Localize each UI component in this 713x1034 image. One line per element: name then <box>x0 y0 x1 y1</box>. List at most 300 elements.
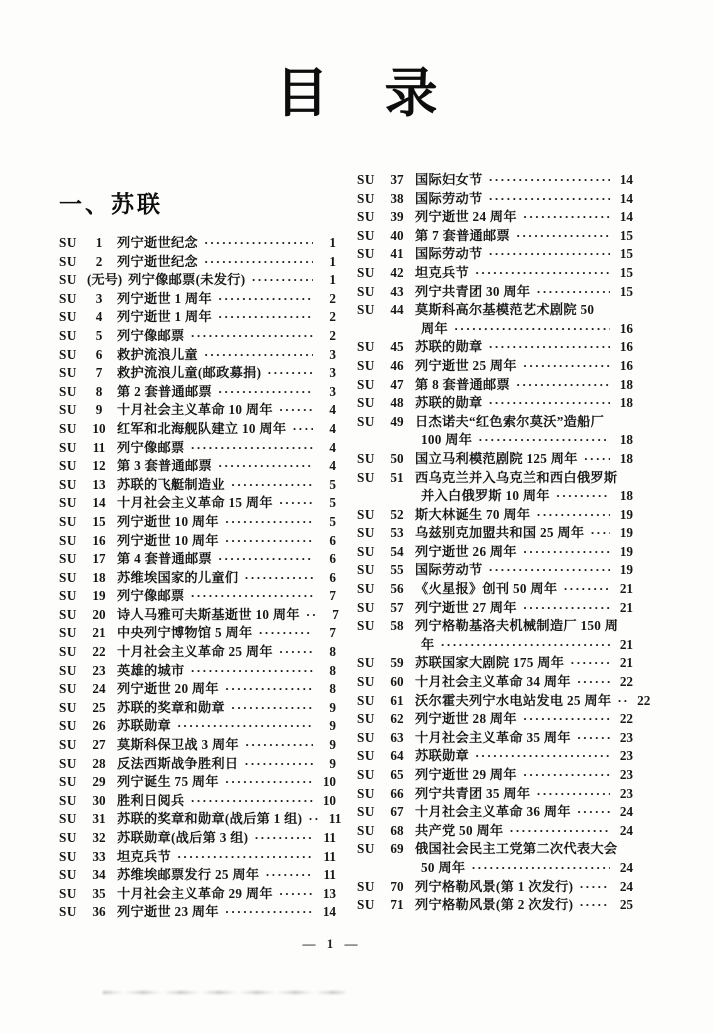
entry-page: 11 <box>323 848 336 864</box>
dot-leader <box>563 580 610 599</box>
dot-leader <box>570 654 610 673</box>
toc-entry-line <box>357 208 633 227</box>
toc-entry-line <box>59 717 336 736</box>
entry-code: SU <box>357 729 375 745</box>
entry-page: 23 <box>619 729 633 745</box>
dot-leader <box>244 755 313 774</box>
toc-entry-line <box>357 431 633 450</box>
entry-page: 24 <box>619 878 633 894</box>
dot-leader <box>523 208 610 227</box>
entry-title: 列宁逝世 10 周年 <box>117 532 219 548</box>
entry-number: 46 <box>390 357 404 373</box>
entry-code: SU <box>59 681 77 697</box>
toc-entry-line <box>59 234 336 253</box>
toc-entry-line <box>59 848 336 867</box>
toc-entry <box>357 692 651 711</box>
entry-page: 16 <box>619 320 633 336</box>
entry-code: SU <box>59 402 77 418</box>
entry-code: SU <box>357 450 375 466</box>
toc-entry-line <box>357 859 633 878</box>
entry-page: 21 <box>619 599 633 615</box>
toc-entry-line <box>357 878 633 897</box>
entry-number: 7 <box>95 365 103 381</box>
entry-code: SU <box>59 235 77 250</box>
entry-page: 15 <box>619 227 633 243</box>
toc-entry <box>59 773 336 792</box>
entry-page: 4 <box>329 439 336 455</box>
entry-code: SU <box>59 662 77 678</box>
entry-page: 3 <box>329 383 336 399</box>
entry-page: 4 <box>329 402 336 418</box>
dot-leader <box>225 903 313 922</box>
entry-title: 第 7 套普通邮票 <box>415 227 511 243</box>
toc-entry-line <box>59 271 336 290</box>
entry-page: 9 <box>329 699 336 715</box>
entry-number: 54 <box>390 543 404 559</box>
entry-page: 5 <box>329 495 336 511</box>
entry-code: SU <box>59 476 77 492</box>
entry-page: 22 <box>637 692 651 708</box>
entry-code: SU <box>59 569 77 585</box>
entry-code: SU <box>59 755 77 771</box>
toc-entry-line <box>59 736 336 755</box>
toc-entry <box>59 346 336 365</box>
entry-page: 18 <box>619 488 633 504</box>
entry-number: 13 <box>92 476 106 492</box>
dot-leader <box>306 606 316 625</box>
dot-leader <box>245 736 313 755</box>
entry-title: 中央列宁博物馆 5 周年 <box>117 625 253 641</box>
entry-title: 诗人马雅可夫斯基逝世 10 周年 <box>117 606 300 622</box>
toc-entry-line <box>59 810 342 829</box>
entry-title: 十月社会主义革命 25 周年 <box>117 644 273 660</box>
toc-entry-line <box>59 364 336 383</box>
entry-code: SU <box>357 878 375 894</box>
entry-number: 69 <box>390 841 404 857</box>
entry-title: 列宁逝世纪念 <box>117 235 198 250</box>
dot-leader <box>523 599 610 618</box>
entry-title: 列宁逝世 27 周年 <box>415 599 517 615</box>
entry-page: 2 <box>329 327 336 343</box>
toc-entry-line <box>357 636 633 655</box>
entry-number: 29 <box>92 774 106 790</box>
entry-number: 67 <box>390 804 404 820</box>
toc-entry-line <box>357 710 633 729</box>
toc-entry <box>59 866 336 885</box>
entry-code: SU <box>357 804 375 820</box>
entry-page: 7 <box>329 588 336 604</box>
toc-entry <box>59 736 336 755</box>
toc-entry-line <box>357 524 633 543</box>
toc-entry <box>357 710 633 729</box>
entry-number: 63 <box>390 729 404 745</box>
entry-title: 第 8 套普通邮票 <box>415 376 511 392</box>
entry-page: 5 <box>329 513 336 529</box>
dot-leader <box>478 431 610 450</box>
entry-title: 十月社会主义革命 35 周年 <box>415 729 571 745</box>
entry-code: SU <box>59 327 77 343</box>
toc-entry <box>357 766 633 785</box>
entry-title: 英雄的城市 <box>117 662 185 678</box>
dot-leader <box>475 747 610 766</box>
dot-leader <box>218 457 313 476</box>
entry-number: 50 <box>390 450 404 466</box>
entry-number: 12 <box>92 458 106 474</box>
entry-title: 列宁像邮票(未发行) <box>128 272 246 288</box>
entry-code: SU <box>59 253 77 269</box>
entry-number: 65 <box>390 767 404 782</box>
entry-code: SU <box>59 532 77 548</box>
toc-entry <box>59 271 336 290</box>
toc-entry <box>357 394 633 413</box>
dot-leader <box>267 364 313 383</box>
dot-leader <box>584 450 610 469</box>
dot-leader <box>218 550 313 569</box>
entry-code: SU <box>357 711 375 727</box>
entry-code: SU <box>357 767 375 782</box>
dot-leader <box>488 171 610 190</box>
entry-code: SU <box>59 904 77 920</box>
entry-page: 6 <box>329 569 336 585</box>
toc-entry-line <box>357 729 633 748</box>
entry-code: SU <box>59 737 77 753</box>
toc-entry <box>357 561 633 580</box>
entry-title: 列宁逝世 24 周年 <box>415 209 517 225</box>
toc-entry <box>59 755 336 774</box>
toc-entry-line <box>59 569 336 588</box>
dot-leader <box>258 624 313 643</box>
entry-code: SU <box>59 699 77 715</box>
entry-title: 国际劳动节 <box>415 246 483 262</box>
toc-entry <box>59 420 336 439</box>
entry-title: 国际劳动节 <box>415 562 483 578</box>
dot-leader <box>279 885 313 904</box>
toc-entry-line <box>59 327 336 346</box>
entry-page: 8 <box>329 681 336 697</box>
entry-number: 33 <box>92 848 106 864</box>
entry-number: 1 <box>95 235 103 250</box>
entry-number: 57 <box>390 599 404 615</box>
entry-code: SU <box>357 339 375 355</box>
entry-code: SU <box>59 495 77 511</box>
toc-entry <box>357 580 633 599</box>
entry-number: 32 <box>92 830 106 845</box>
toc-entry <box>357 264 633 283</box>
entry-page: 24 <box>619 822 633 838</box>
entry-number: 61 <box>390 692 404 708</box>
dot-leader <box>190 587 313 606</box>
entry-title: 列宁逝世 26 周年 <box>415 543 517 559</box>
toc-column-left <box>59 186 342 922</box>
entry-number: 47 <box>390 376 404 392</box>
entry-number: 10 <box>92 420 106 436</box>
entry-title: 列宁像邮票 <box>117 327 185 343</box>
entry-page: 9 <box>329 718 336 734</box>
entry-title: 列宁格勒风景(第 2 次发行) <box>415 897 574 913</box>
entry-title: 红军和北海舰队建立 10 周年 <box>117 420 287 436</box>
dot-leader <box>454 320 610 339</box>
toc-entry <box>59 308 336 327</box>
entry-title: 莫斯科保卫战 3 周年 <box>117 737 239 753</box>
toc-entry <box>357 469 633 506</box>
toc-entry <box>357 747 633 766</box>
entry-title: 第 4 套普通邮票 <box>117 551 213 567</box>
toc-entry-line <box>59 699 336 718</box>
entry-code: SU <box>59 774 77 790</box>
toc-entry-line <box>59 401 336 420</box>
entry-title: 列宁逝世 1 周年 <box>117 309 213 325</box>
entry-number: 60 <box>390 674 404 690</box>
entry-title: 列宁逝世 25 周年 <box>415 357 517 373</box>
toc-entry-line <box>357 301 633 320</box>
toc-entry-line <box>357 413 633 432</box>
toc-entry-line <box>59 587 336 606</box>
toc-entry-line <box>357 320 633 339</box>
dot-leader <box>509 822 610 841</box>
entry-title: 列宁逝世 20 周年 <box>117 681 219 697</box>
entry-title: 俄国社会民主工党第二次代表大会 <box>415 841 618 857</box>
dot-leader <box>523 766 610 785</box>
toc-entry <box>59 476 336 495</box>
toc-entry <box>357 673 633 692</box>
entry-page: 22 <box>619 674 633 690</box>
toc-entry-line <box>357 190 633 209</box>
page-title-char: 录 <box>384 64 438 123</box>
entry-number: 59 <box>390 655 404 671</box>
toc-entry-line <box>357 338 633 357</box>
scan-artifact <box>103 991 345 994</box>
entry-page: 8 <box>329 644 336 660</box>
entry-number: 24 <box>92 681 106 697</box>
entry-code: SU <box>59 272 77 288</box>
dot-leader <box>488 190 610 209</box>
entry-page: 21 <box>619 636 633 652</box>
entry-code: SU <box>357 841 375 857</box>
entry-title: 国立马利模范剧院 125 周年 <box>415 450 578 466</box>
entry-title: 苏维埃邮票发行 25 周年 <box>117 867 260 883</box>
toc-entry <box>357 283 633 302</box>
entry-page: 16 <box>619 339 633 355</box>
entry-title: 乌兹别克加盟共和国 25 周年 <box>415 525 585 541</box>
toc-entry-line <box>59 439 336 458</box>
entry-page: 2 <box>329 290 336 306</box>
entry-title: 列宁逝世 29 周年 <box>415 767 517 782</box>
entry-number: 16 <box>92 532 106 548</box>
entry-code: SU <box>357 357 375 373</box>
toc-entry-line <box>59 903 336 922</box>
entry-code: SU <box>357 172 375 187</box>
toc-entry-line <box>59 494 336 513</box>
entry-page: 18 <box>619 395 633 411</box>
entry-title: 列宁诞生 75 周年 <box>117 774 219 790</box>
entry-number: 34 <box>92 867 106 883</box>
toc-entry <box>357 654 633 673</box>
entry-page: 6 <box>329 532 336 548</box>
entry-code: SU <box>59 420 77 436</box>
toc-entry <box>357 450 633 469</box>
entry-title: 列宁逝世 28 周年 <box>415 711 517 727</box>
toc-entry <box>59 327 336 346</box>
toc-entry <box>59 829 336 848</box>
entry-code: SU <box>357 190 375 206</box>
entry-title: 国际妇女节 <box>415 172 483 187</box>
toc-entry <box>357 524 633 543</box>
entry-number: (无号) <box>87 272 123 288</box>
entry-title: 莫斯科高尔基模范艺术剧院 50 <box>415 302 595 318</box>
entry-title: 苏联的奖章和勋章 <box>117 699 225 715</box>
toc-entry <box>59 253 336 272</box>
entry-number: 35 <box>92 885 106 901</box>
entry-number: 51 <box>390 469 404 485</box>
entry-number: 23 <box>92 662 106 678</box>
toc-entry-line <box>357 654 633 673</box>
entry-number: 68 <box>390 822 404 838</box>
toc-entry-line <box>59 253 336 272</box>
entry-number: 43 <box>390 283 404 299</box>
toc-entry <box>59 383 336 402</box>
toc-entry-line <box>59 550 336 569</box>
page-title <box>0 64 713 124</box>
toc-entry-list-right <box>357 171 651 915</box>
dot-leader <box>254 829 313 848</box>
toc-entry <box>59 624 336 643</box>
toc-entry <box>59 885 336 904</box>
toc-entry-line <box>59 885 336 904</box>
dot-leader <box>516 376 610 395</box>
dot-leader <box>488 561 610 580</box>
entry-title: 苏联的飞艇制造业 <box>117 476 225 492</box>
dot-leader <box>225 532 313 551</box>
toc-entry-line <box>357 673 633 692</box>
entry-number: 38 <box>390 190 404 206</box>
dot-leader <box>190 662 313 681</box>
toc-entry <box>59 680 336 699</box>
dot-leader <box>523 357 610 376</box>
dot-leader <box>225 680 313 699</box>
toc-entry-line <box>357 599 633 618</box>
dot-leader <box>516 227 610 246</box>
toc-entry-line <box>59 290 336 309</box>
toc-entry <box>59 792 336 811</box>
toc-entry <box>59 848 336 867</box>
entry-number: 39 <box>390 209 404 225</box>
toc-entry-line <box>59 755 336 774</box>
toc-entry-line <box>357 747 633 766</box>
entry-page: 10 <box>322 774 336 790</box>
entry-number: 6 <box>95 346 103 362</box>
entry-code: SU <box>59 644 77 660</box>
entry-page: 16 <box>619 357 633 373</box>
entry-code: SU <box>59 346 77 362</box>
entry-number: 3 <box>95 290 103 306</box>
entry-code: SU <box>357 674 375 690</box>
entry-number: 62 <box>390 711 404 727</box>
toc-entry <box>59 643 336 662</box>
toc-entry-line <box>357 617 633 636</box>
dot-leader <box>265 866 313 885</box>
entry-code: SU <box>59 848 77 864</box>
entry-code: SU <box>357 302 375 318</box>
entry-code: SU <box>357 692 375 708</box>
entry-code: SU <box>59 383 77 399</box>
entry-number: 37 <box>390 172 404 187</box>
entry-title: 苏联国家大剧院 175 周年 <box>415 655 565 671</box>
toc-entry <box>357 413 633 450</box>
entry-title: 十月社会主义革命 36 周年 <box>415 804 571 820</box>
dot-leader <box>225 773 313 792</box>
entry-page: 18 <box>619 432 633 448</box>
entry-code: SU <box>59 309 77 325</box>
toc-entry <box>357 245 633 264</box>
toc-entry-line <box>59 624 336 643</box>
entry-code: SU <box>59 867 77 883</box>
entry-code: SU <box>357 748 375 764</box>
entry-code: SU <box>59 439 77 455</box>
toc-entry <box>357 227 633 246</box>
entry-page: 19 <box>619 506 633 522</box>
dot-leader <box>204 234 313 253</box>
entry-number: 26 <box>92 718 106 734</box>
entry-number: 18 <box>92 569 106 585</box>
entry-page: 24 <box>619 859 633 875</box>
entry-number: 4 <box>95 309 103 325</box>
entry-page: 10 <box>322 792 336 808</box>
entry-code: SU <box>59 606 77 622</box>
entry-page: 11 <box>328 811 342 827</box>
entry-code: SU <box>357 376 375 392</box>
toc-entry <box>357 896 633 915</box>
page-title-char: 目 <box>275 64 329 123</box>
toc-entry-line <box>59 383 336 402</box>
toc-entry <box>59 699 336 718</box>
entry-page: 11 <box>323 830 336 845</box>
entry-page: 25 <box>619 897 633 913</box>
entry-title: 列宁共青团 30 周年 <box>415 283 531 299</box>
entry-title-continued: 50 周年 <box>421 859 466 875</box>
toc-entry-line <box>357 543 633 562</box>
entry-page: 23 <box>619 748 633 764</box>
dot-leader <box>308 810 318 829</box>
entry-title: 列宁格勒基洛夫机械制造厂 150 周 <box>415 618 619 634</box>
toc-entry <box>59 810 342 829</box>
toc-entry <box>59 587 336 606</box>
entry-page: 21 <box>619 581 633 597</box>
entry-number: 55 <box>390 562 404 578</box>
entry-code: SU <box>59 625 77 641</box>
entry-page: 4 <box>329 458 336 474</box>
toc-entry-line <box>357 506 633 525</box>
toc-entry <box>357 785 633 804</box>
toc-entry-line <box>357 245 633 264</box>
toc-entry-line <box>357 171 633 190</box>
entry-code: SU <box>59 830 77 845</box>
toc-entry-line <box>357 469 633 488</box>
toc-entry-line <box>59 792 336 811</box>
entry-code: SU <box>59 885 77 901</box>
toc-entry-line <box>357 376 633 395</box>
entry-title: 国际劳动节 <box>415 190 483 206</box>
entry-title: 斯大林诞生 70 周年 <box>415 506 531 522</box>
entry-page: 3 <box>329 365 336 381</box>
entry-title: 苏联的勋章 <box>415 339 483 355</box>
toc-entry-line <box>59 773 336 792</box>
entry-number: 66 <box>390 785 404 801</box>
toc-entry <box>357 376 633 395</box>
toc-entry-list-left <box>59 234 342 922</box>
entry-page: 22 <box>619 711 633 727</box>
dot-leader <box>523 710 610 729</box>
entry-page: 7 <box>332 606 339 622</box>
